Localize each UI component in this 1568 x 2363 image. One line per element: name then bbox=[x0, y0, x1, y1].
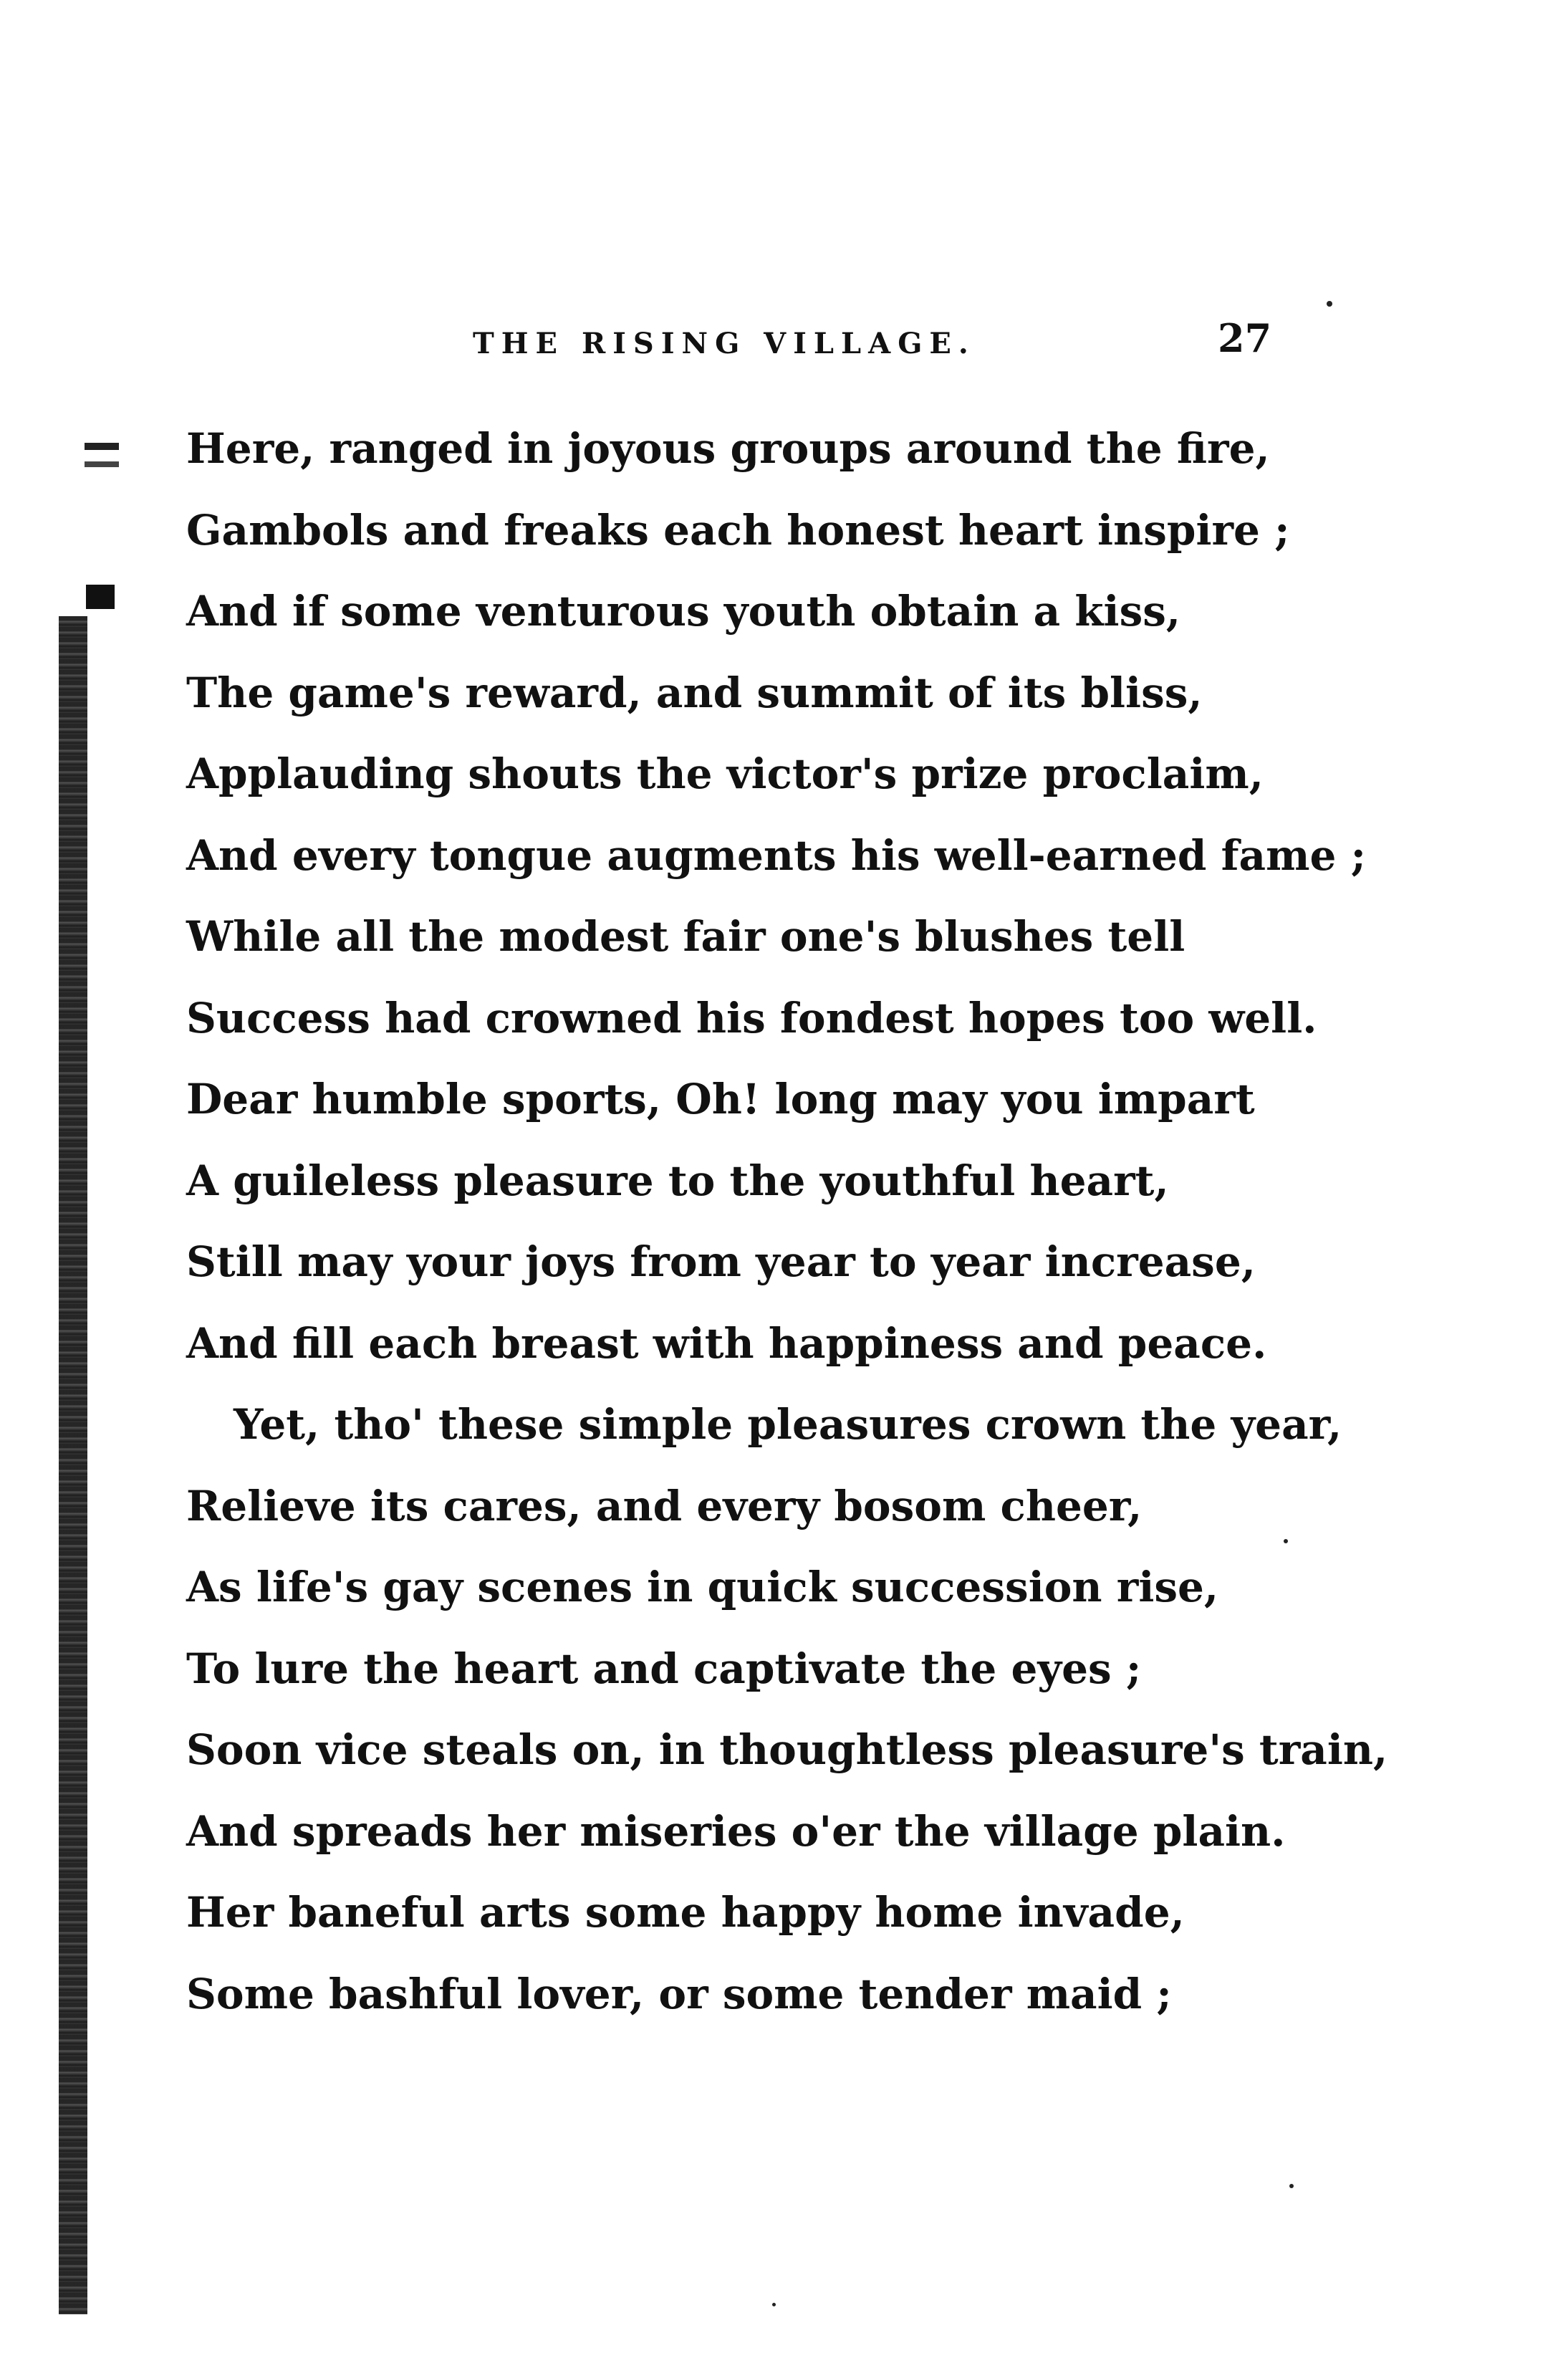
poem-line: Some bashful lover, or some tender maid ; bbox=[186, 1969, 1172, 2018]
poem-line-stanza-start: Yet, tho' these simple pleasures crown the year, bbox=[234, 1400, 1342, 1449]
poem-line: And spreads her miseries o'er the village plain. bbox=[186, 1806, 1286, 1856]
poem-line: While all the modest fair one's blushes tell bbox=[186, 912, 1185, 961]
poem-line: Here, ranged in joyous groups around the fire, bbox=[186, 424, 1270, 473]
poem-line: And fill each breast with happiness and peace. bbox=[186, 1318, 1267, 1368]
poem-line: Success had crowned his fondest hopes too well. bbox=[186, 993, 1317, 1042]
margin-mark bbox=[85, 461, 119, 467]
poem-line: Her baneful arts some happy home invade, bbox=[186, 1888, 1185, 1937]
poem-line: Soon vice steals on, in thoughtless pleasure's train, bbox=[186, 1725, 1388, 1774]
running-title: THE RISING VILLAGE. bbox=[473, 327, 976, 360]
binding-shadow bbox=[59, 616, 87, 2314]
margin-mark bbox=[85, 443, 119, 450]
poem-line: And every tongue augments his well-earned fame ; bbox=[186, 830, 1366, 880]
poem-line: And if some venturous youth obtain a kiss, bbox=[186, 587, 1181, 636]
poem-line: Applauding shouts the victor's prize proclaim, bbox=[186, 749, 1264, 798]
poem-body bbox=[186, 408, 1388, 2035]
poem-line: Gambols and freaks each honest heart inspire ; bbox=[186, 505, 1290, 555]
poem-line: The game's reward, and summit of its bliss, bbox=[186, 668, 1203, 717]
poem-line: Still may your joys from year to year increase, bbox=[186, 1237, 1256, 1286]
page-number: 27 bbox=[1218, 315, 1272, 361]
print-speck bbox=[1289, 2184, 1294, 2188]
print-speck bbox=[1327, 301, 1332, 307]
poem-line: To lure the heart and captivate the eyes ; bbox=[186, 1644, 1142, 1693]
poem-line: Relieve its cares, and every bosom cheer, bbox=[186, 1481, 1143, 1530]
print-speck bbox=[772, 2303, 776, 2306]
running-head bbox=[0, 315, 1568, 373]
poem-line: Dear humble sports, Oh! long may you impart bbox=[186, 1075, 1255, 1123]
poem-line: A guileless pleasure to the youthful heart, bbox=[186, 1156, 1169, 1205]
poem-line: As life's gay scenes in quick succession rise, bbox=[186, 1563, 1219, 1611]
margin-mark bbox=[86, 585, 115, 609]
